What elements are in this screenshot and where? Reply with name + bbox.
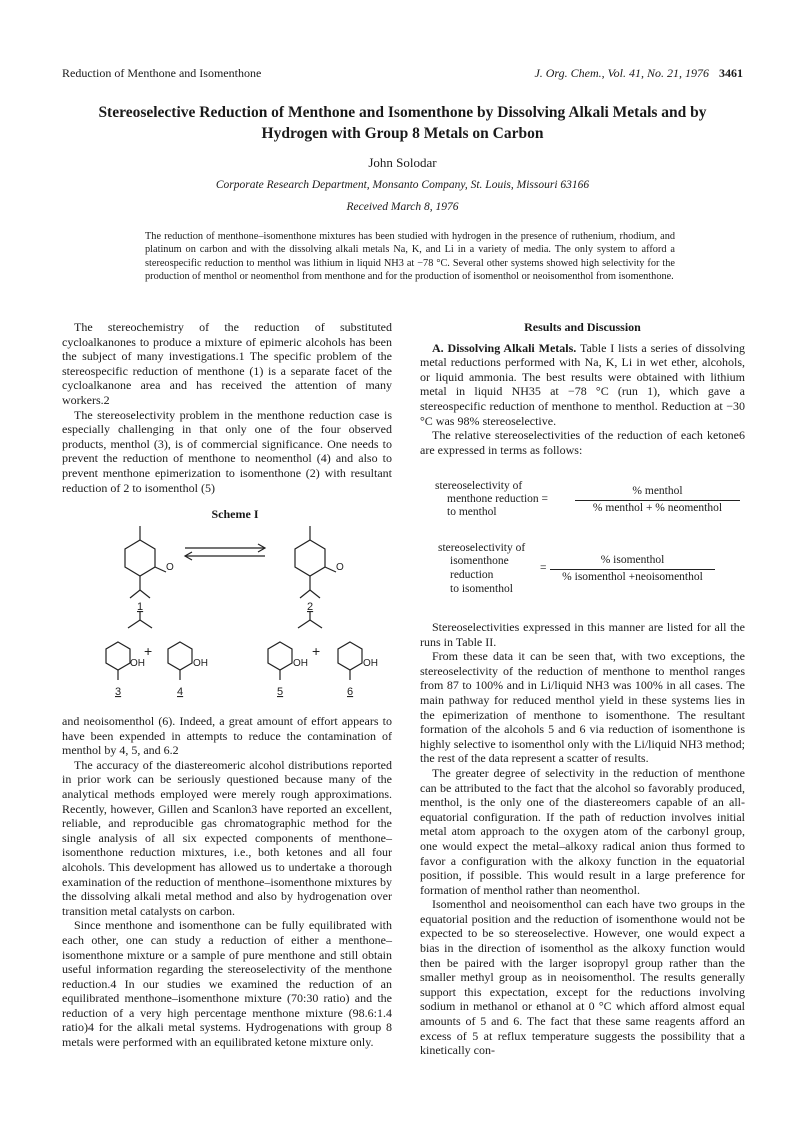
ring-1 [125,540,155,576]
author: John Solodar [368,155,437,170]
paragraph: The greater degree of selectivity in the reduction of menthone can be attributed to the fact that the alcohol so favorably produced, menthol, is the only one of the diastereomers capable of an all-equatorial configuration. If the path of reduction involves initial metal atom approach to the oxygen atom of the carbonyl group, one would expect the metal–alkoxy radical anion thus formed to favor a configuration with the alkoxy function in the equatorial position, if possible. This would result in a large preference for formation of menthol rather than neomenthol. [420,765,745,897]
eq1-lhs-3: to menthol [447,506,497,518]
paragraph: The accuracy of the diastereomeric alcohol distributions reported in prior work can be seriously questioned because many of the analytical methods employed were merely rough approximations. Recently, however, Gillen and Scanlon3 have reported an excellent, reliable, and reproducible gas chromatographic method for the single analysis of all six expected components of menthone–isomenthone reduction mixtures, i.e., both ketones and all four alcohols. This development has allowed us to undertake a thorough examination of the reduction of menthone–isomenthone mixtures by the dissolving alkali metal method and also by hydrogenation over transition metal catalysts on carbon. [62,757,392,918]
left-column-top [62,320,392,495]
paragraph: The stereochemistry of the reduction of substituted cycloalkanones to produce a mixture of epimeric alcohols has been the subject of many investigations.1 The specific problem of the stereospecific reduction of menthone (1) is a separate facet of the cycloalkanone area and has received the attention of many workers.2 [62,320,392,407]
equation-1 [435,480,745,522]
compound-label-5: 5 [277,686,284,698]
equation-2 [438,542,748,602]
ring-2 [295,540,325,576]
scheme-structures [100,520,400,705]
subsection-heading: A. Dissolving Alkali Metals. [432,340,577,355]
eq2-denominator: % isomenthol +neoisomenthol [562,571,703,583]
compound-label-6: 6 [347,686,354,698]
eq1-lhs-2: menthone reduction = [447,493,549,505]
journal-citation: J. Org. Chem., Vol. 41, No. 21, 1976 [534,66,709,80]
eq1-lhs-1: stereoselectivity of [435,480,523,492]
svg-text:OH: OH [130,658,145,669]
right-column-top [420,320,745,457]
left-column-bottom [62,714,392,1050]
eq1-numerator: % menthol [632,485,683,497]
paragraph: Stereoselectivities expressed in this manner are listed for all the runs in Table II. [420,620,745,649]
paragraph: The stereoselectivity problem in the menthone reduction case is especially challenging in that only one of the four observed products, menthol (3), is of commercial significance. One needs to prevent the reduction of menthone to neomenthol (4) and also to prevent menthone epimerization to isomenthone (2) with resultant reduction of 2 to isomenthol (5) [62,407,392,495]
eq2-lhs-2: isomenthone [450,555,509,567]
eq2-fraction-bar [550,569,715,570]
compound-label-4: 4 [177,686,184,698]
eq1-denominator: % menthol + % neomenthol [592,502,723,514]
section-heading: Results and Discussion [524,320,641,334]
eq2-lhs-3: reduction [450,569,494,581]
compound-label-2: 2 [307,601,314,613]
plus-sign: + [144,643,153,659]
label-o-1: O [166,562,174,573]
abstract: The reduction of menthone–isomenthone mixtures has been studied with hydrogen in the presence of ruthenium, rhodium, and platinum on carbon and with the dissolving alkali metals Na, K, and Li in a variety of media. The only system to afford a stereospecific reduction to menthol was lithium in liquid NH3 at −78 °C. Several other systems showed high selectivity for the production of menthol or neomenthol from menthone and for the production of isomenthol or neoisomenthol from isomenthone. [145,231,675,283]
paragraph: The relative stereoselectivities of the reduction of each ketone6 are expressed in terms as follows: [420,428,745,457]
right-column-bottom [420,620,745,1058]
page-number: 3461 [719,66,743,80]
paragraph: Isomenthol and neoisomenthol can each have two groups in the equatorial position and the reduction of isomenthone would not be expected to be so stereoselective. However, one would expect a bias in the direction of isomenthol as the alkoxy function would then be paired with the larger isopropyl group rather than the smaller methyl group as in neoisomenthol. The results generally support this expectation, except for the reductions involving sodium in methanol or ethanol at 0 °C which afford almost equal amounts of 5 and 6. The fact that these same reagents afford an excess of 5 at reflux temperature suggests the possibility that a kinetically con- [420,897,745,1058]
label-o-2: O [336,562,344,573]
svg-text:OH: OH [363,658,378,669]
running-header-left: Reduction of Menthone and Isomenthone [62,66,262,80]
svg-text:+: + [312,643,321,659]
eq1-fraction-bar [575,500,740,501]
affiliation: Corporate Research Department, Monsanto Company, St. Louis, Missouri 63166 [215,179,590,191]
eq2-equals: = [540,562,547,574]
svg-text:OH: OH [193,658,208,669]
compound-label-1: 1 [137,601,144,613]
running-header-right [534,66,743,81]
scheme-title: Scheme I [211,507,259,521]
eq2-numerator: % isomenthol [600,554,665,566]
svg-text:OH: OH [293,658,308,669]
paper-title: Stereoselective Reduction of Menthone and Isomenthone by Dissolving Alkali Metals and by Hydrogen with Group 8 Metals on Carbon [98,104,707,142]
paragraph: and neoisomenthol (6). Indeed, a great amount of effort appears to have been expended in attempts to reduce the contamination of menthol by 4, 5, and 6.2 [62,714,392,758]
paragraph: Table I lists a series of dissolving metal reductions performed with Na, K, Li in wet ether, alcohols, or liquid ammonia. The best results were obtained with lithium metal in liquid NH35 at −78 °C (run 1), which gave a stereospecific reduction of menthone to menthol. Reduction at −30 °C was 98% stereoselective. [420,340,745,428]
received-date: Received March 8, 1976 [346,201,459,213]
paragraph: Since menthone and isomenthone can be fully equilibrated with each other, one can study a reduction of either a menthone–isomenthone mixture or a sample of pure menthone and still obtain useful information regarding the stereoselectivity of the menthone reduction.4 In our studies we examined the reduction of an equilibrated menthone–isomenthone mixture (70:30 ratio) and the reduction of a very high percentage menthone mixture (98.6:1.4 ratio)4 for the alkali metal systems. Hydrogenations with group 8 metals were performed with an equilibrated ketone mixture only. [62,918,392,1050]
compound-label-3: 3 [115,686,122,698]
paragraph: From these data it can be seen that, with two exceptions, the stereoselectivity of the reduction of menthone to menthol ranges from 87 to 100% and in Li/liquid NH3 was 100% in all cases. The main pathway for reduced menthol yield in these systems lies in the epimerization of menthone to isomenthone. The resultant formation of the alcohols 5 and 6 via reduction of isomenthone is highly selective to isomenthol only with the Li/liquid NH3 method; the rest of the data represent a scatter of results. [420,649,745,766]
eq2-lhs-1: stereoselectivity of [438,542,526,554]
eq2-lhs-4: to isomenthol [450,583,513,595]
